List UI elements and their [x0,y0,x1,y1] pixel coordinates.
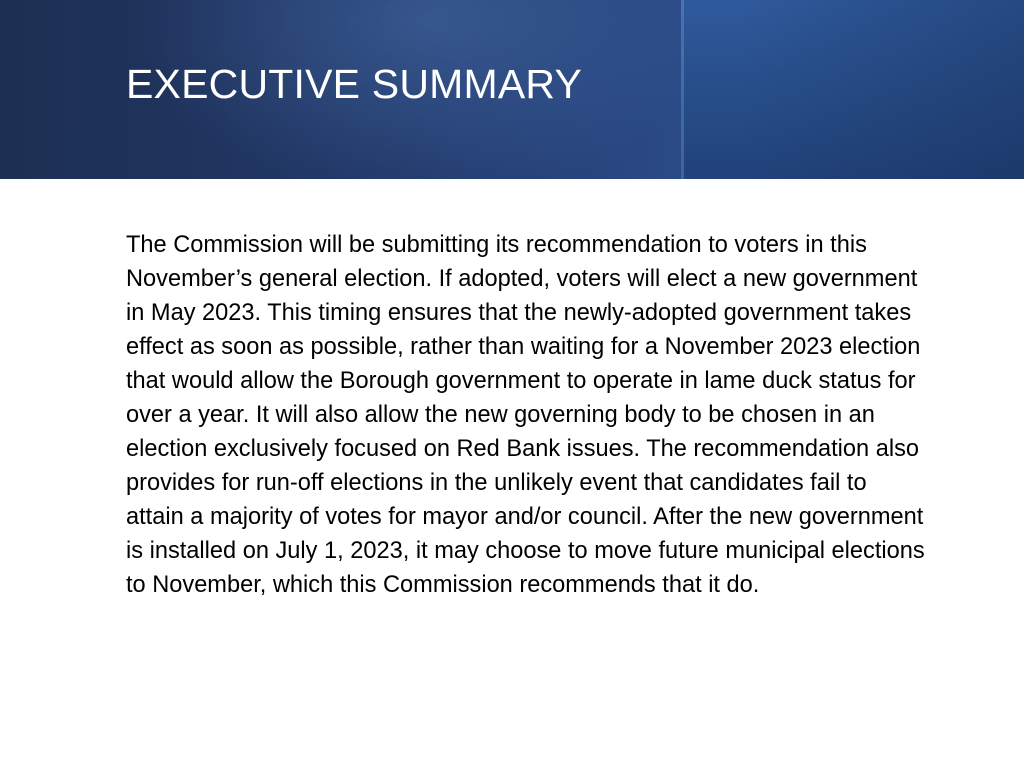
slide-title: EXECUTIVE SUMMARY [126,61,583,107]
header-panel-shade [740,0,1024,179]
summary-paragraph: The Commission will be submitting its recommendation to voters in this November’s general election. If adopted, voters will elect a new government in May 2023. This timing ensures that the newly-adopted government takes effect as soon as possible, rather than waiting for a November 2023 election that would allow the Borough government to operate in lame duck status for over a year. It will also allow the new governing body to be chosen in an election exclusively focused on Red Bank issues. The recommendation also provides for run-off elections in the unlikely event that candidates fail to attain a majority of votes for mayor and/or council. After the new government is installed on July 1, 2023, it may choose to move future municipal elections to November, which this Commission recommends that it do. [126,232,925,598]
header-band [0,0,1024,179]
header-panel-edge [681,0,684,179]
